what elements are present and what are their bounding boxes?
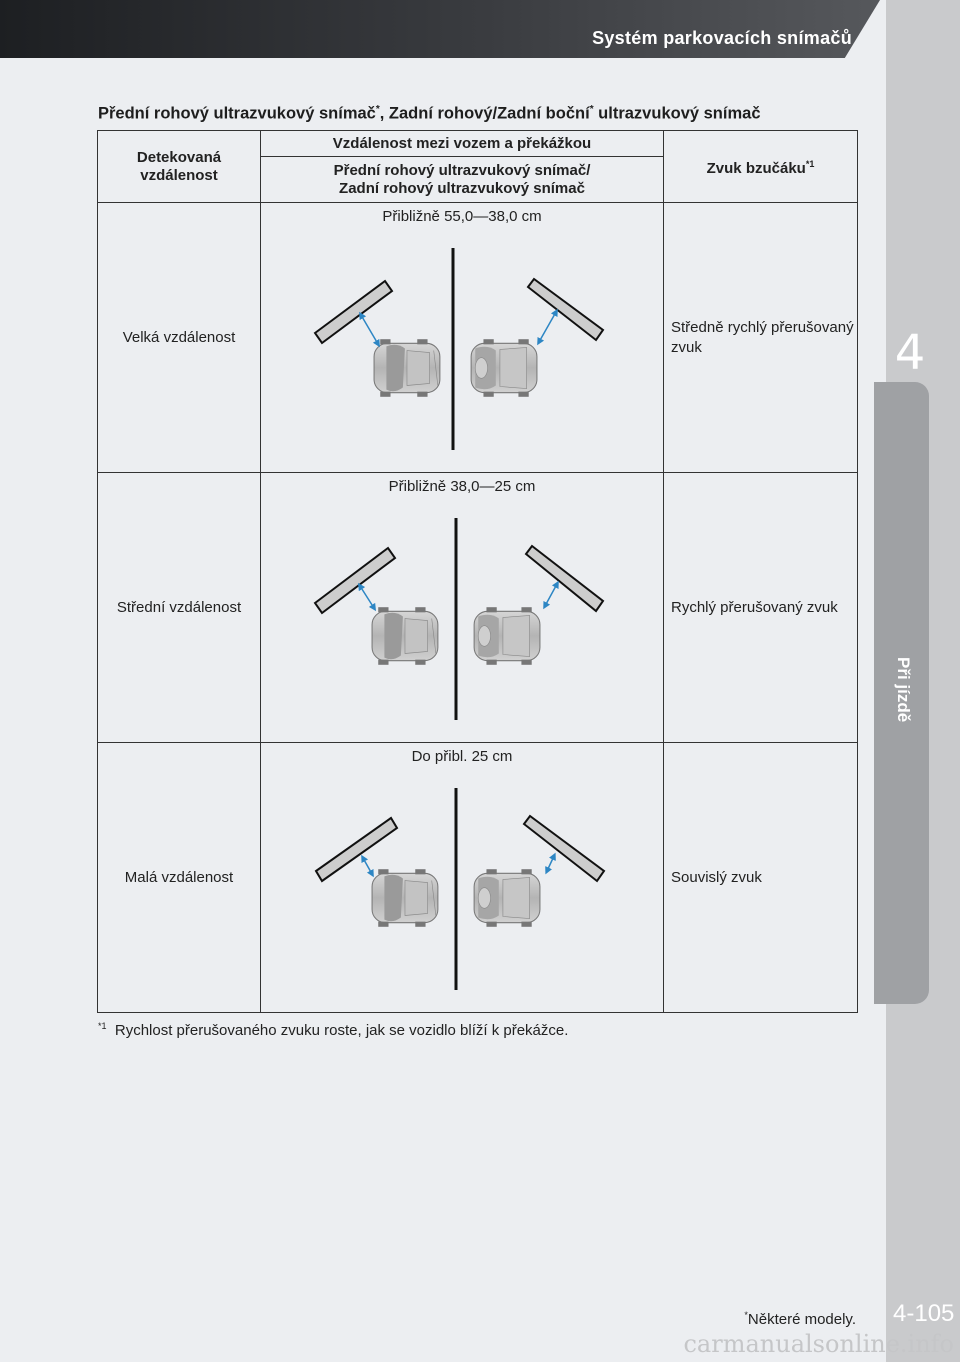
rear-car-icon [471,339,537,397]
diagram-cell [261,743,664,1013]
header-buzzer-sound: Zvuk bzučáku$^{*1}$ [664,131,858,203]
obstacle-left [315,281,392,343]
row-label: Malá vzdálenost [98,743,261,1013]
table-row [98,473,858,743]
diagram-cell [261,203,664,473]
page-header-title: Systém parkovacích snímačů [592,28,852,48]
buzzer-sound: Středně rychlý přerušovaný zvuk [664,203,858,473]
buzzer-sound: Rychlý přerušovaný zvuk [664,473,858,743]
parking-diagram-far [262,228,662,468]
table-row [98,743,858,1013]
buzzer-sound: Souvislý zvuk [664,743,858,1013]
footnote: $^{*1}$ Rychlost přerušovaného zvuku roste, jak se vozidlo blíží k překážce. [98,1021,569,1039]
header-sensor-type: Přední rohový ultrazvukový snímač/ Zadní rohový ultrazvukový snímač [261,157,664,203]
page-number: 4-105 [893,1300,955,1327]
models-note: *Některé modely. [744,1310,856,1328]
rear-car-icon [474,869,540,927]
chapter-number: 4 [894,325,926,381]
front-car-icon [374,339,440,397]
obstacle-right [528,279,603,340]
row-label: Velká vzdálenost [98,203,261,473]
table-row [98,203,858,473]
row-label: Střední vzdálenost [98,473,261,743]
front-car-icon [372,607,438,665]
header-vehicle-obstacle-distance: Vzdálenost mezi vozem a překážkou [261,131,664,157]
header-detected-distance: Detekovaná vzdálenost [98,131,261,203]
distance-range: Přibližně 55,0—38,0 cm [382,208,542,225]
distance-range: Do přibl. 25 cm [411,748,513,765]
distance-arrow-left [361,315,378,344]
distance-arrow-left [363,858,372,874]
obstacle-right [526,546,603,611]
distance-arrow-left [360,586,374,608]
section-title: Přední rohový ultrazvukový snímač*, Zadní rohový/Zadní boční* ultrazvukový snímač [98,104,761,123]
distance-arrow-right [539,312,556,342]
parking-diagram-near [262,768,662,1008]
chapter-name: Při jízdě [894,657,913,723]
diagram-cell [261,473,664,743]
obstacle-left [315,548,395,613]
distance-range: Přibližně 38,0—25 cm [388,478,536,495]
parking-diagram-medium [262,498,662,738]
obstacle-right [524,816,604,881]
rear-car-icon [474,607,540,665]
distance-arrow-right [545,584,557,606]
watermark: carmanualsonline.info [683,1330,954,1358]
front-car-icon [372,869,438,927]
distance-table [97,130,858,1013]
distance-arrow-right [547,856,554,871]
